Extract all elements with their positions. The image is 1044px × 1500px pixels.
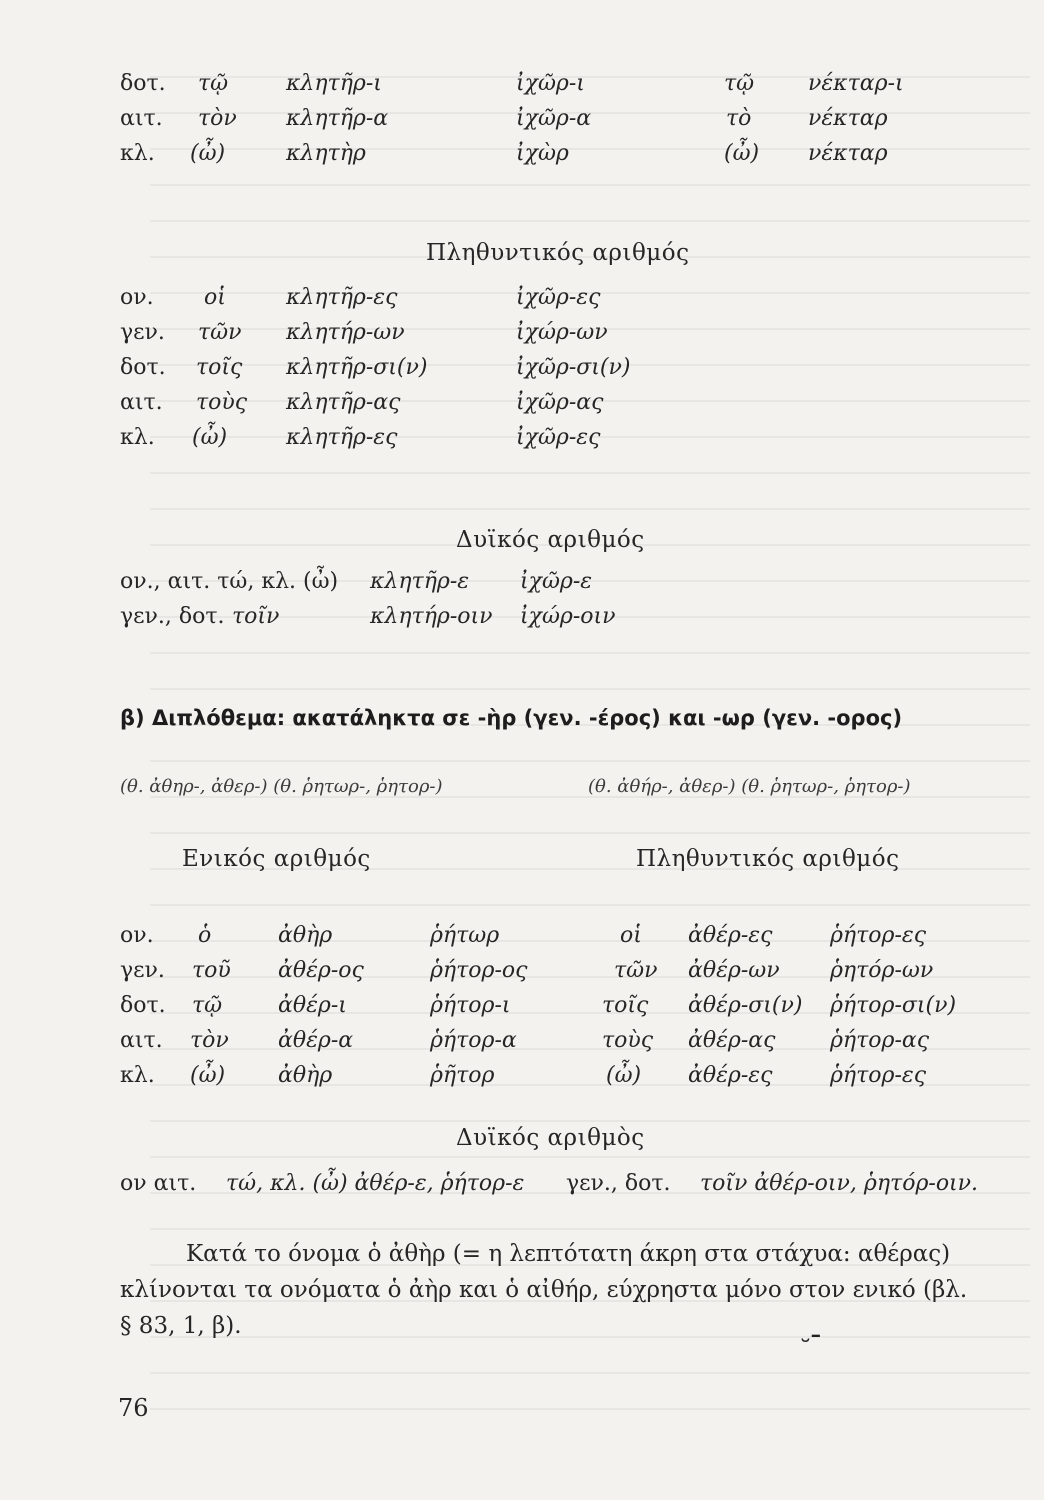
form-kleter: κλητῆρ-ας	[286, 390, 401, 415]
article: τῷ	[192, 993, 223, 1018]
dual-heading-2: Δυϊκός αριθμὸς	[456, 1125, 645, 1151]
article: (ὦ)	[606, 1063, 642, 1088]
article: τοῖς	[196, 355, 243, 380]
form-kleter: κλητῆρ-ες	[286, 425, 398, 450]
article: τοῦ	[192, 958, 231, 983]
singular-heading: Ενικός αριθμός	[182, 846, 371, 872]
form-aither: ἀθέρ-ες	[688, 1063, 773, 1088]
form-rhetor: ῥήτωρ	[430, 923, 500, 948]
article: οἱ	[204, 285, 226, 310]
form-aither: ἀθὴρ	[278, 923, 333, 948]
article: οἱ	[620, 923, 642, 948]
form-ichor: ἰχῶρ-α	[516, 106, 592, 131]
form-rhetor: ῥητόρ-ων	[830, 958, 934, 983]
article: τῶν	[614, 958, 658, 983]
case-label: αιτ.	[120, 390, 163, 415]
form-kleter: κλητῆρ-ε	[370, 569, 470, 594]
form-rhetor: ῥήτορ-α	[430, 1028, 517, 1053]
article: τοῖν	[232, 604, 280, 629]
form-kleter: κλητὴρ	[286, 141, 366, 166]
form-ichor: ἰχῶρ-ε	[520, 569, 593, 594]
article: (ὦ)	[724, 141, 760, 166]
form-aither: ἀθέρ-ας	[688, 1028, 776, 1053]
form-aither: ἀθέρ-ες	[688, 923, 773, 948]
form-kleter: κλητῆρ-α	[286, 106, 389, 131]
case-label: δοτ.	[120, 993, 166, 1018]
plural-heading: Πληθυντικός αριθμός	[426, 240, 690, 266]
paragraph-line: κλίνονται τα ονόματα ὁ ἀὴρ και ὁ αἰθήρ, εύχρηστα μόνο στον ενικό (βλ.	[120, 1277, 968, 1303]
page-number: 76	[118, 1394, 149, 1422]
case-label: κλ.	[120, 425, 155, 450]
form-aither: ἀθέρ-ι	[278, 993, 347, 1018]
article: τὸν	[198, 106, 237, 131]
form-aither: ἀθέρ-α	[278, 1028, 354, 1053]
form-ichor: ἰχώρ-οιν	[520, 604, 616, 629]
article: (ὦ)	[190, 141, 226, 166]
form-ichor: ἰχῶρ-ας	[516, 390, 604, 415]
dual-forms: τοῖν ἀθέρ-οιν, ῥητόρ-οιν.	[700, 1171, 979, 1196]
form-rhetor: ῥῆτορ	[430, 1063, 495, 1088]
case-label: δοτ.	[120, 71, 166, 96]
case-label: γεν., δοτ.	[566, 1171, 671, 1196]
form-ichor: ἰχὼρ	[516, 141, 569, 166]
form-kleter: κλητῆρ-σι(ν)	[286, 355, 428, 380]
note-paragraph	[120, 1236, 990, 1344]
paragraph-line: § 83, 1, β).	[120, 1313, 242, 1339]
form-rhetor: ῥήτορ-ας	[830, 1028, 930, 1053]
form-nektar: νέκταρ	[808, 106, 888, 131]
article: τὸ	[726, 106, 752, 131]
article: τοὺς	[602, 1028, 654, 1053]
article: (ὦ)	[190, 1063, 226, 1088]
form-ichor: ἰχῶρ-ες	[516, 425, 601, 450]
section-heading-beta: β) Διπλόθεμα: ακατάληκτα σε -ὴρ (γεν. -έρος) και -ωρ (γεν. -ορος)	[120, 706, 903, 730]
form-rhetor: ῥήτορ-ι	[430, 993, 511, 1018]
paragraph-line: Κατά το όνομα ὁ ἀθὴρ (= η λεπτότατη άκρη στα στάχυα: αθέρας)	[186, 1241, 951, 1267]
form-rhetor: ῥήτορ-σι(ν)	[830, 993, 957, 1018]
article: (ὦ)	[192, 425, 228, 450]
case-label: ον αιτ.	[120, 1171, 197, 1196]
form-aither: ἀθέρ-σι(ν)	[688, 993, 803, 1018]
form-aither: ἀθὴρ	[278, 1063, 333, 1088]
form-ichor: ἰχῶρ-ι	[516, 71, 585, 96]
form-rhetor: ῥήτορ-ες	[830, 923, 927, 948]
case-label: γεν.	[120, 320, 165, 345]
form-ichor: ἰχῶρ-ες	[516, 285, 601, 310]
bleed-through-text	[150, 60, 1030, 1440]
case-label: αιτ.	[120, 1028, 163, 1053]
pencil-mark-icon: ـ̮	[812, 1314, 820, 1344]
article: τοῖς	[602, 993, 649, 1018]
form-nektar: νέκταρ	[808, 141, 888, 166]
form-kleter: κλητήρ-οιν	[370, 604, 493, 629]
case-label: γεν., δοτ.	[120, 604, 225, 629]
dual-heading: Δυϊκός αριθμός	[456, 527, 645, 553]
case-label: αιτ.	[120, 106, 163, 131]
case-label: γεν.	[120, 958, 165, 983]
article: τοὺς	[196, 390, 248, 415]
article: τῷ	[724, 71, 755, 96]
plural-heading-2: Πληθυντικός αριθμός	[636, 846, 900, 872]
form-ichor: ἰχῶρ-σι(ν)	[516, 355, 631, 380]
case-label: ον., αιτ. τώ, κλ. (ὦ)	[120, 569, 339, 594]
article: ὁ	[198, 923, 212, 948]
stems-left: (θ. ἀθηρ-, ἀθερ-) (θ. ῥητωρ-, ῥητορ-)	[120, 776, 443, 797]
form-kleter: κλητῆρ-ες	[286, 285, 398, 310]
stems-right: (θ. ἀθήρ-, ἀθερ-) (θ. ῥητωρ-, ῥητορ-)	[588, 776, 911, 797]
case-label: δοτ.	[120, 355, 166, 380]
case-label: κλ.	[120, 1063, 155, 1088]
form-nektar: νέκταρ-ι	[808, 71, 904, 96]
case-label: ον.	[120, 285, 154, 310]
form-ichor: ἰχώρ-ων	[516, 320, 608, 345]
dual-forms: τώ, κλ. (ὦ) ἀθέρ-ε, ῥήτορ-ε	[226, 1171, 525, 1196]
article: τῶν	[198, 320, 242, 345]
form-aither: ἀθέρ-ος	[278, 958, 364, 983]
case-label: κλ.	[120, 141, 155, 166]
form-kleter: κλητήρ-ων	[286, 320, 405, 345]
article: τὸν	[190, 1028, 229, 1053]
form-rhetor: ῥήτορ-ος	[430, 958, 528, 983]
form-rhetor: ῥήτορ-ες	[830, 1063, 927, 1088]
form-kleter: κλητῆρ-ι	[286, 71, 382, 96]
case-label: ον.	[120, 923, 154, 948]
form-aither: ἀθέρ-ων	[688, 958, 780, 983]
article: τῷ	[198, 71, 229, 96]
